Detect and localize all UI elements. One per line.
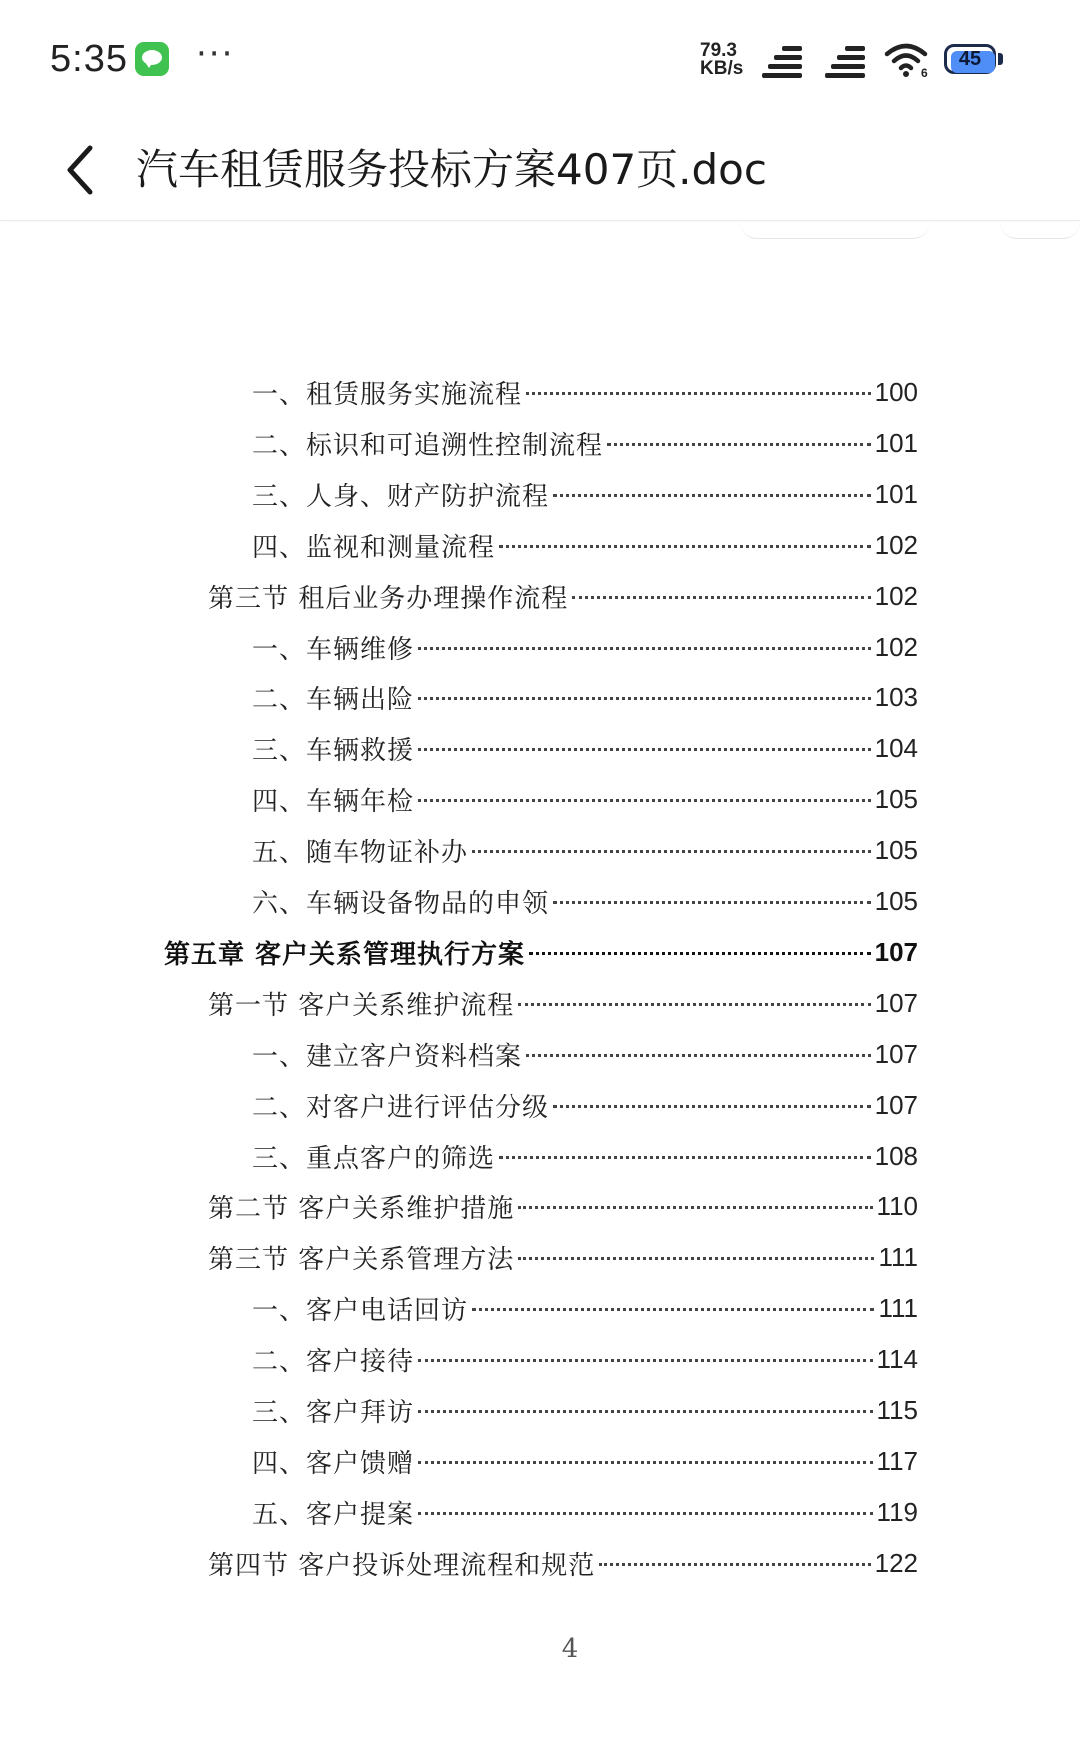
toc-entry[interactable] xyxy=(252,1085,918,1125)
more-notifications-icon: ··· xyxy=(196,34,235,74)
wechat-icon xyxy=(135,42,169,76)
toc-entry[interactable] xyxy=(208,1186,918,1226)
back-button[interactable] xyxy=(58,140,106,200)
toc-entry[interactable] xyxy=(252,1288,918,1328)
toc-leader-dots xyxy=(418,691,871,700)
toc-entry-page: 105 xyxy=(874,783,918,814)
toc-leader-dots xyxy=(499,539,871,548)
toc-entry[interactable] xyxy=(252,779,918,819)
network-speed-unit: KB/s xyxy=(700,58,744,79)
toc-entry-label: 二、车辆出险 xyxy=(252,684,415,715)
toc-entry[interactable] xyxy=(252,1034,918,1074)
toc-entry[interactable] xyxy=(252,372,918,412)
toc-entry-page: 105 xyxy=(874,885,918,916)
toc-entry[interactable] xyxy=(208,576,918,616)
toc-entry-page: 107 xyxy=(874,1038,918,1069)
battery-level: 45 xyxy=(958,48,982,70)
toc-entry-page: 111 xyxy=(878,1292,918,1323)
toc-entry[interactable] xyxy=(164,932,918,972)
network-speed xyxy=(700,42,756,78)
wifi-label: 6 xyxy=(921,66,928,80)
toc-entry-page: 111 xyxy=(878,1241,918,1272)
toc-entry[interactable] xyxy=(252,728,918,768)
toc-leader-dots xyxy=(418,1506,873,1515)
toc-entry[interactable] xyxy=(252,627,918,667)
toc-entry-label: 二、对客户进行评估分级 xyxy=(252,1092,550,1123)
network-speed-value: 79.3 xyxy=(700,40,737,61)
chevron-left-icon xyxy=(58,140,106,200)
toc-leader-dots xyxy=(518,1200,872,1209)
toc-entry-page: 101 xyxy=(874,427,918,458)
toc-entry-page: 102 xyxy=(874,580,918,611)
toc-leader-dots xyxy=(418,1455,873,1464)
toc-leader-dots xyxy=(418,742,871,751)
toc-leader-dots xyxy=(553,488,871,497)
toc-entry-label: 第五章 客户关系管理执行方案 xyxy=(164,939,526,970)
toc-entry[interactable] xyxy=(208,1543,918,1583)
toc-entry-page: 107 xyxy=(874,1089,918,1120)
toc-leader-dots xyxy=(518,997,870,1006)
toc-leader-dots xyxy=(553,1099,871,1108)
toc-entry-label: 五、客户提案 xyxy=(252,1499,415,1530)
toc-entry[interactable] xyxy=(252,677,918,717)
toc-leader-dots xyxy=(418,1404,873,1413)
toc-entry-label: 四、车辆年检 xyxy=(252,786,415,817)
toc-entry-page: 122 xyxy=(874,1547,918,1578)
toc-entry-page: 100 xyxy=(874,376,918,407)
toc-entry-label: 二、标识和可追溯性控制流程 xyxy=(252,430,604,461)
toc-entry-label: 第三节 客户关系管理方法 xyxy=(208,1244,515,1275)
title-bar xyxy=(0,120,1080,221)
toc-entry-label: 第一节 客户关系维护流程 xyxy=(208,990,515,1021)
toc-entry[interactable] xyxy=(252,1441,918,1481)
toc-entry-label: 三、客户拜访 xyxy=(252,1397,415,1428)
toc-entry-page: 108 xyxy=(874,1140,918,1171)
battery-indicator xyxy=(944,44,1004,76)
status-bar xyxy=(0,0,1080,120)
toc-entry[interactable] xyxy=(252,423,918,463)
toc-entry-label: 一、租赁服务实施流程 xyxy=(252,379,523,410)
page-edge-shadow-2 xyxy=(1000,222,1080,239)
toc-entry-page: 102 xyxy=(874,631,918,662)
toc-entry-label: 一、客户电话回访 xyxy=(252,1295,469,1326)
toc-entry-page: 115 xyxy=(876,1394,918,1425)
toc-entry[interactable] xyxy=(252,1136,918,1176)
toc-entry-label: 四、客户馈赠 xyxy=(252,1448,415,1479)
toc-leader-dots xyxy=(599,1557,870,1566)
toc-entry-label: 六、车辆设备物品的申领 xyxy=(252,888,550,919)
toc-entry-label: 四、监视和测量流程 xyxy=(252,532,496,563)
toc-entry-label: 五、随车物证补办 xyxy=(252,837,469,868)
toc-entry-page: 105 xyxy=(874,834,918,865)
toc-leader-dots xyxy=(418,641,871,650)
toc-leader-dots xyxy=(529,946,871,955)
toc-entry[interactable] xyxy=(252,830,918,870)
cellular-signal-icon xyxy=(760,44,808,80)
toc-entry-page: 101 xyxy=(874,478,918,509)
toc-entry-page: 103 xyxy=(874,681,918,712)
toc-leader-dots xyxy=(472,844,871,853)
battery-tip xyxy=(998,53,1003,65)
toc-leader-dots xyxy=(553,895,871,904)
toc-entry-page: 107 xyxy=(874,987,918,1018)
toc-leader-dots xyxy=(518,1251,874,1260)
toc-entry-page: 110 xyxy=(876,1190,918,1221)
toc-entry-label: 三、人身、财产防护流程 xyxy=(252,481,550,512)
toc-leader-dots xyxy=(472,1302,874,1311)
document-page[interactable] xyxy=(0,222,1080,1764)
cellular-signal-icon-2 xyxy=(823,44,871,80)
toc-entry-page: 117 xyxy=(876,1445,918,1476)
toc-entry[interactable] xyxy=(208,983,918,1023)
toc-entry[interactable] xyxy=(252,474,918,514)
toc-entry-label: 第三节 租后业务办理操作流程 xyxy=(208,583,569,614)
page-edge-shadow xyxy=(740,222,930,239)
toc-entry-page: 107 xyxy=(874,936,918,967)
toc-leader-dots xyxy=(418,793,871,802)
toc-entry-page: 114 xyxy=(876,1343,918,1374)
toc-entry-page: 104 xyxy=(874,732,918,763)
toc-leader-dots xyxy=(499,1150,871,1159)
toc-entry-label: 第四节 客户投诉处理流程和规范 xyxy=(208,1550,596,1581)
toc-entry[interactable] xyxy=(252,881,918,921)
toc-leader-dots xyxy=(572,590,870,599)
toc-leader-dots xyxy=(418,1353,873,1362)
toc-entry-label: 第二节 客户关系维护措施 xyxy=(208,1193,515,1224)
toc-entry[interactable] xyxy=(252,1492,918,1532)
toc-entry-label: 一、车辆维修 xyxy=(252,634,415,665)
toc-leader-dots xyxy=(526,1048,871,1057)
wifi-icon xyxy=(884,40,934,80)
document-title: 汽车租赁服务投标方案407页.doc xyxy=(136,145,767,194)
toc-entry-page: 119 xyxy=(876,1496,918,1527)
page-number: 4 xyxy=(561,1634,579,1664)
toc-entry-page: 102 xyxy=(874,529,918,560)
toc-entry[interactable] xyxy=(208,1237,918,1277)
toc-entry[interactable] xyxy=(252,1339,918,1379)
toc-entry[interactable] xyxy=(252,1390,918,1430)
toc-entry-label: 三、车辆救援 xyxy=(252,735,415,766)
toc-entry[interactable] xyxy=(252,525,918,565)
toc-entry-label: 二、客户接待 xyxy=(252,1346,415,1377)
toc-entry-label: 一、建立客户资料档案 xyxy=(252,1041,523,1072)
toc-leader-dots xyxy=(607,437,871,446)
toc-leader-dots xyxy=(526,386,871,395)
status-time: 5:35 xyxy=(50,38,128,80)
toc-entry-label: 三、重点客户的筛选 xyxy=(252,1143,496,1174)
